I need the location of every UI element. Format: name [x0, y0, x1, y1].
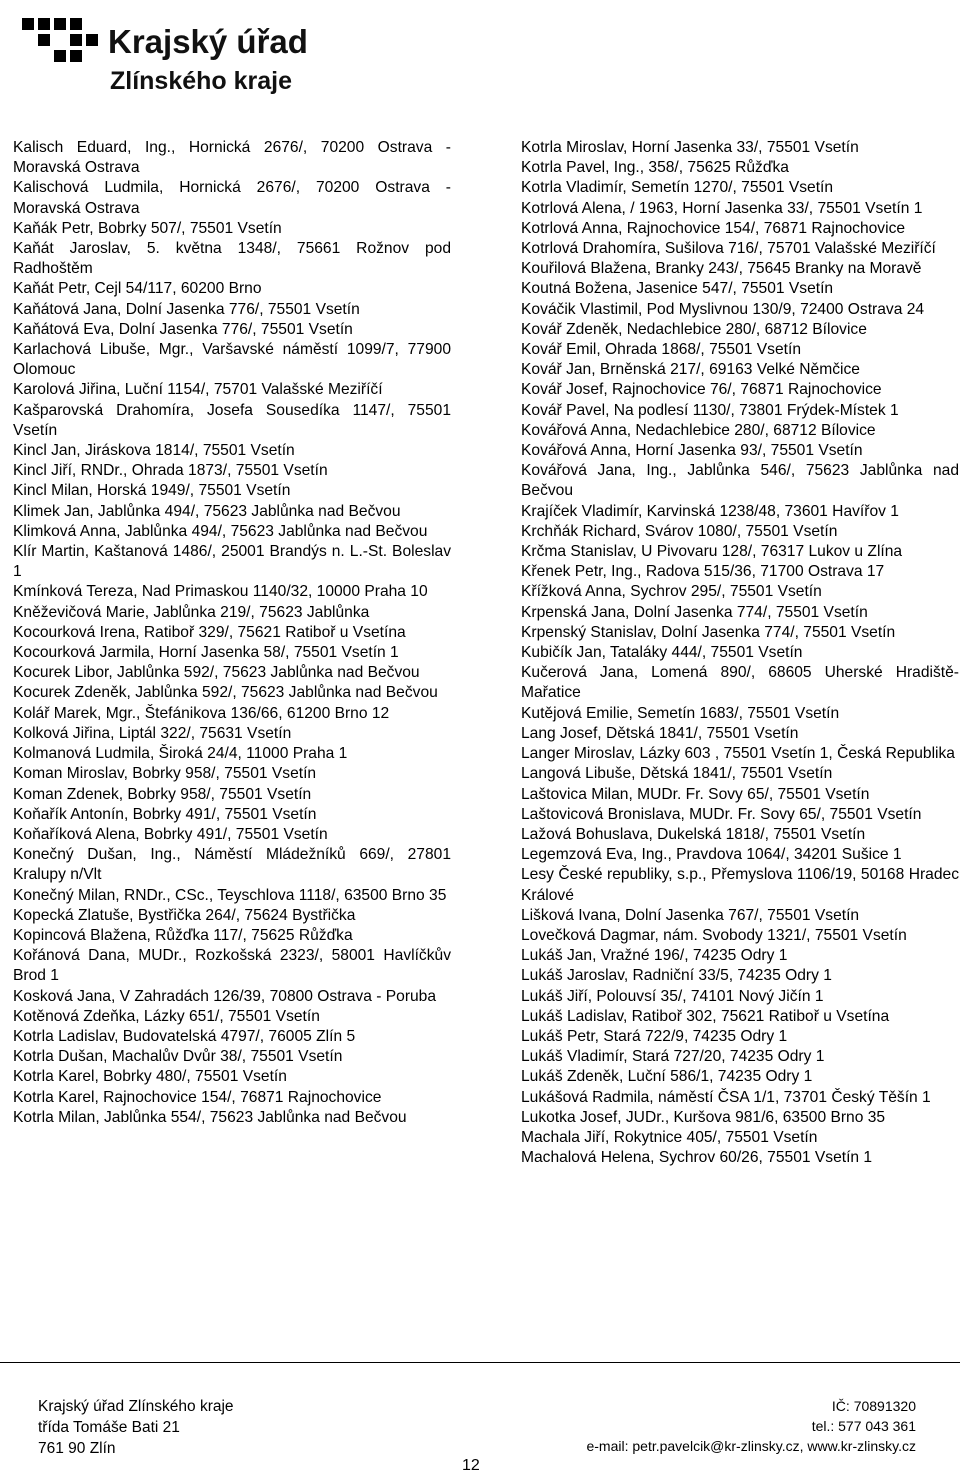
- address-entry: Kořánová Dana, MUDr., Rozkošská 2323/, 58001 Havlíčkův Brod 1: [13, 947, 451, 985]
- address-entry: Kotrla Dušan, Machalův Dvůr 38/, 75501 Vsetín: [13, 1048, 343, 1066]
- address-entry: Lukáš Ladislav, Ratiboř 302, 75621 Ratiboř u Vsetína: [521, 1007, 890, 1025]
- address-entry: Kubičík Jan, Tataláky 444/, 75501 Vsetín: [521, 644, 803, 662]
- logo-mark-icon: [22, 18, 102, 78]
- address-entry: Lesy České republiky, s.p., Přemyslova 1106/19, 50168 Hradec Králové: [521, 866, 959, 904]
- address-entry: Kovář Zdeněk, Nedachlebice 280/, 68712 Bílovice: [521, 320, 867, 338]
- address-entry: Konečný Milan, RNDr., CSc., Teyschlova 1118/, 63500 Brno 35: [13, 886, 447, 904]
- address-entry: Kaňátová Eva, Dolní Jasenka 776/, 75501 Vsetín: [13, 320, 353, 338]
- address-entry: Karlachová Libuše, Mgr., Varšavské náměstí 1099/7, 77900 Olomouc: [13, 341, 451, 379]
- address-entry: Kovář Jan, Brněnská 217/, 69163 Velké Němčice: [521, 361, 860, 379]
- address-entry: Lovečková Dagmar, nám. Svobody 1321/, 75501 Vsetín: [521, 926, 907, 944]
- address-entry: Lišková Ivana, Dolní Jasenka 767/, 75501 Vsetín: [521, 906, 860, 924]
- address-entry: Laštovicová Bronislava, MUDr. Fr. Sovy 65/, 75501 Vsetín: [521, 805, 922, 823]
- address-entry: Kovář Josef, Rajnochovice 76/, 76871 Rajnochovice: [521, 381, 882, 399]
- address-entry: Kmínková Tereza, Nad Primaskou 1140/32, 10000 Praha 10: [13, 583, 428, 601]
- address-entry: Křenek Petr, Ing., Radova 515/36, 71700 Ostrava 17: [521, 563, 885, 581]
- address-entry: Koman Miroslav, Bobrky 958/, 75501 Vsetín: [13, 765, 317, 783]
- address-entry: Kocurek Zdeněk, Jablůnka 592/, 75623 Jablůnka nad Bečvou: [13, 684, 438, 702]
- address-entry: Kocourková Irena, Ratiboř 329/, 75621 Ratiboř u Vsetína: [13, 623, 406, 641]
- footer-street: třída Tomáše Bati 21: [38, 1419, 180, 1436]
- address-entry: Kouřilová Blažena, Branky 243/, 75645 Branky na Moravě: [521, 260, 922, 278]
- address-entry: Kaňák Petr, Bobrky 507/, 75501 Vsetín: [13, 219, 282, 237]
- address-entry: Klimková Anna, Jablůnka 494/, 75623 Jablůnka nad Bečvou: [13, 522, 428, 540]
- page-number: 12: [462, 1457, 480, 1474]
- address-entry: Kalischová Ludmila, Hornická 2676/, 70200 Ostrava - Moravská Ostrava: [13, 179, 451, 217]
- address-entry: Langer Miroslav, Lázky 603 , 75501 Vsetín 1, Česká Republika: [521, 745, 955, 763]
- address-entry: Křížková Anna, Sychrov 295/, 75501 Vsetín: [521, 583, 822, 601]
- address-entry: Kotrla Ladislav, Budovatelská 4797/, 76005 Zlín 5: [13, 1027, 356, 1045]
- address-entry: Klír Martin, Kaštanová 1486/, 25001 Brandýs n. L.-St. Boleslav 1: [13, 543, 451, 581]
- address-entry: Lukotka Josef, JUDr., Kuršova 981/6, 63500 Brno 35: [521, 1108, 886, 1126]
- address-entry: Lukáš Jaroslav, Radniční 33/5, 74235 Odry 1: [521, 967, 832, 985]
- address-entry: Machala Jiří, Rokytnice 405/, 75501 Vsetín: [521, 1128, 818, 1146]
- address-entry: Kolář Marek, Mgr., Štefánikova 136/66, 61200 Brno 12: [13, 704, 390, 722]
- address-entry: Kolmanová Ludmila, Široká 24/4, 11000 Praha 1: [13, 745, 348, 763]
- address-entry: Konečný Dušan, Ing., Náměstí Mládežníků 669/, 27801 Kralupy n/Vlt: [13, 846, 451, 884]
- address-entry: Koutná Božena, Jasenice 547/, 75501 Vsetín: [521, 280, 834, 298]
- logo-subtitle: Zlínského kraje: [110, 67, 293, 95]
- address-entry: Langová Libuše, Dětská 1841/, 75501 Vsetín: [521, 765, 833, 783]
- address-entry: Krčma Stanislav, U Pivovaru 128/, 76317 Lukov u Zlína: [521, 543, 903, 561]
- address-entry: Kotrla Vladimír, Semetín 1270/, 75501 Vsetín: [521, 179, 834, 197]
- address-entry: Lukáš Vladimír, Stará 727/20, 74235 Odry 1: [521, 1048, 825, 1066]
- address-entry: Kincl Jan, Jiráskova 1814/, 75501 Vsetín: [13, 442, 295, 460]
- address-entry: Kovářová Anna, Horní Jasenka 93/, 75501 Vsetín: [521, 442, 863, 460]
- footer-contact: e-mail: petr.pavelcik@kr-zlinsky.cz, www.kr-zlinsky.cz: [586, 1438, 916, 1454]
- address-entry: Legemzová Eva, Ing., Pravdova 1064/, 34201 Sušice 1: [521, 846, 902, 864]
- footer-divider: [0, 1362, 960, 1363]
- address-entry: Kotrla Miroslav, Horní Jasenka 33/, 75501 Vsetín: [521, 139, 859, 156]
- address-entry: Krajíček Vladimír, Karvinská 1238/48, 73601 Havířov 1: [521, 502, 899, 520]
- address-entry: Lukáš Zdeněk, Luční 586/1, 74235 Odry 1: [521, 1068, 813, 1086]
- address-entry: Lukáš Jiří, Polouvsí 35/, 74101 Nový Jičín 1: [521, 987, 824, 1005]
- footer-contact-block: [586, 1396, 916, 1456]
- footer-ic: IČ: 70891320: [831, 1398, 916, 1414]
- address-entry: Kotěnová Zdeňka, Lázky 651/, 75501 Vsetín: [13, 1007, 320, 1025]
- address-entry: Kovářová Jana, Ing., Jablůnka 546/, 75623 Jablůnka nad Bečvou: [521, 462, 959, 500]
- address-entry: Kutějová Emilie, Semetín 1683/, 75501 Vsetín: [521, 704, 840, 722]
- address-entry: Kotrla Milan, Jablůnka 554/, 75623 Jablůnka nad Bečvou: [13, 1108, 407, 1126]
- address-entry: Kopincová Blažena, Růžďka 117/, 75625 Růžďka: [13, 926, 353, 944]
- address-entry: Kovář Pavel, Na podlesí 1130/, 73801 Frýdek-Místek 1: [521, 401, 899, 419]
- address-entry: Kolková Jiřina, Liptál 322/, 75631 Vsetín: [13, 724, 292, 742]
- address-entry: Lukáš Petr, Stará 722/9, 74235 Odry 1: [521, 1027, 788, 1045]
- address-entry: Lukášová Radmila, náměstí ČSA 1/1, 73701 Český Těšín 1: [521, 1088, 931, 1106]
- address-entry: Kotrlová Drahomíra, Sušilova 716/, 75701 Valašské Meziříčí: [521, 240, 936, 258]
- address-entry: Kotrla Karel, Bobrky 480/, 75501 Vsetín: [13, 1068, 287, 1086]
- right-address-column: [521, 138, 959, 1168]
- address-entry: Kučerová Jana, Lomená 890/, 68605 Uherské Hradiště-Mařatice: [521, 664, 959, 702]
- address-entry: Kotrla Karel, Rajnochovice 154/, 76871 Rajnochovice: [13, 1088, 382, 1106]
- address-entry: Kocurek Libor, Jablůnka 592/, 75623 Jablůnka nad Bečvou: [13, 664, 420, 682]
- address-entry: Krpenský Stanislav, Dolní Jasenka 774/, 75501 Vsetín: [521, 623, 896, 641]
- address-entry: Karolová Jiřina, Luční 1154/, 75701 Valašské Meziříčí: [13, 381, 383, 399]
- footer-city: 761 90 Zlín: [38, 1440, 116, 1457]
- address-entry: Kovářová Anna, Nedachlebice 280/, 68712 Bílovice: [521, 421, 876, 439]
- address-entry: Klimek Jan, Jablůnka 494/, 75623 Jablůnka nad Bečvou: [13, 502, 401, 520]
- address-entry: Kincl Jiří, RNDr., Ohrada 1873/, 75501 Vsetín: [13, 462, 328, 480]
- krajsky-urad-logo: [22, 18, 322, 103]
- address-entry: Kalisch Eduard, Ing., Hornická 2676/, 70200 Ostrava - Moravská Ostrava: [13, 139, 451, 177]
- address-entry: Kincl Milan, Horská 1949/, 75501 Vsetín: [13, 482, 291, 500]
- address-entry: Kocourková Jarmila, Horní Jasenka 58/, 75501 Vsetín 1: [13, 644, 399, 662]
- address-entry: Kněževičová Marie, Jablůnka 219/, 75623 Jablůnka: [13, 603, 370, 621]
- address-entry: Lažová Bohuslava, Dukelská 1818/, 75501 Vsetín: [521, 825, 866, 843]
- address-entry: Koman Zdenek, Bobrky 958/, 75501 Vsetín: [13, 785, 312, 803]
- address-entry: Laštovica Milan, MUDr. Fr. Sovy 65/, 75501 Vsetín: [521, 785, 870, 803]
- address-entry: Machalová Helena, Sychrov 60/26, 75501 Vsetín 1: [521, 1149, 873, 1167]
- address-entry: Kotrlová Alena, / 1963, Horní Jasenka 33/, 75501 Vsetín 1: [521, 199, 923, 217]
- footer-address-block: [38, 1396, 234, 1459]
- address-entry: Lang Josef, Dětská 1841/, 75501 Vsetín: [521, 724, 799, 742]
- address-entry: Koňařík Antonín, Bobrky 491/, 75501 Vsetín: [13, 805, 317, 823]
- logo-title: Krajský úřad: [108, 23, 308, 60]
- address-entry: Koňaříková Alena, Bobrky 491/, 75501 Vsetín: [13, 825, 328, 843]
- address-entry: Kotrla Pavel, Ing., 358/, 75625 Růžďka: [521, 159, 789, 177]
- footer-tel: tel.: 577 043 361: [811, 1418, 916, 1434]
- address-entry: Kováčik Vlastimil, Pod Myslivnou 130/9, 72400 Ostrava 24: [521, 300, 925, 318]
- address-entry: Kaňátová Jana, Dolní Jasenka 776/, 75501 Vsetín: [13, 300, 360, 318]
- address-entry: Krchňák Richard, Svárov 1080/, 75501 Vsetín: [521, 522, 838, 540]
- address-entry: Kašparovská Drahomíra, Josefa Sousedíka 1147/, 75501 Vsetín: [13, 401, 451, 439]
- address-entry: Krpenská Jana, Dolní Jasenka 774/, 75501 Vsetín: [521, 603, 868, 621]
- address-entry: Kotrlová Anna, Rajnochovice 154/, 76871 Rajnochovice: [521, 219, 906, 237]
- address-entry: Kovář Emil, Ohrada 1868/, 75501 Vsetín: [521, 341, 801, 359]
- address-entry: Kosková Jana, V Zahradách 126/39, 70800 Ostrava - Poruba: [13, 987, 437, 1005]
- address-entry: Kopecká Zlatuše, Bystřička 264/, 75624 Bystřička: [13, 906, 356, 924]
- footer-org-name: Krajský úřad Zlínského kraje: [38, 1398, 234, 1415]
- address-entry: Kaňát Jaroslav, 5. května 1348/, 75661 Rožnov pod Radhoštěm: [13, 240, 451, 278]
- left-address-column: [13, 138, 451, 1128]
- address-entry: Lukáš Jan, Vražné 196/, 74235 Odry 1: [521, 947, 788, 965]
- address-entry: Kaňát Petr, Cejl 54/117, 60200 Brno: [13, 280, 262, 298]
